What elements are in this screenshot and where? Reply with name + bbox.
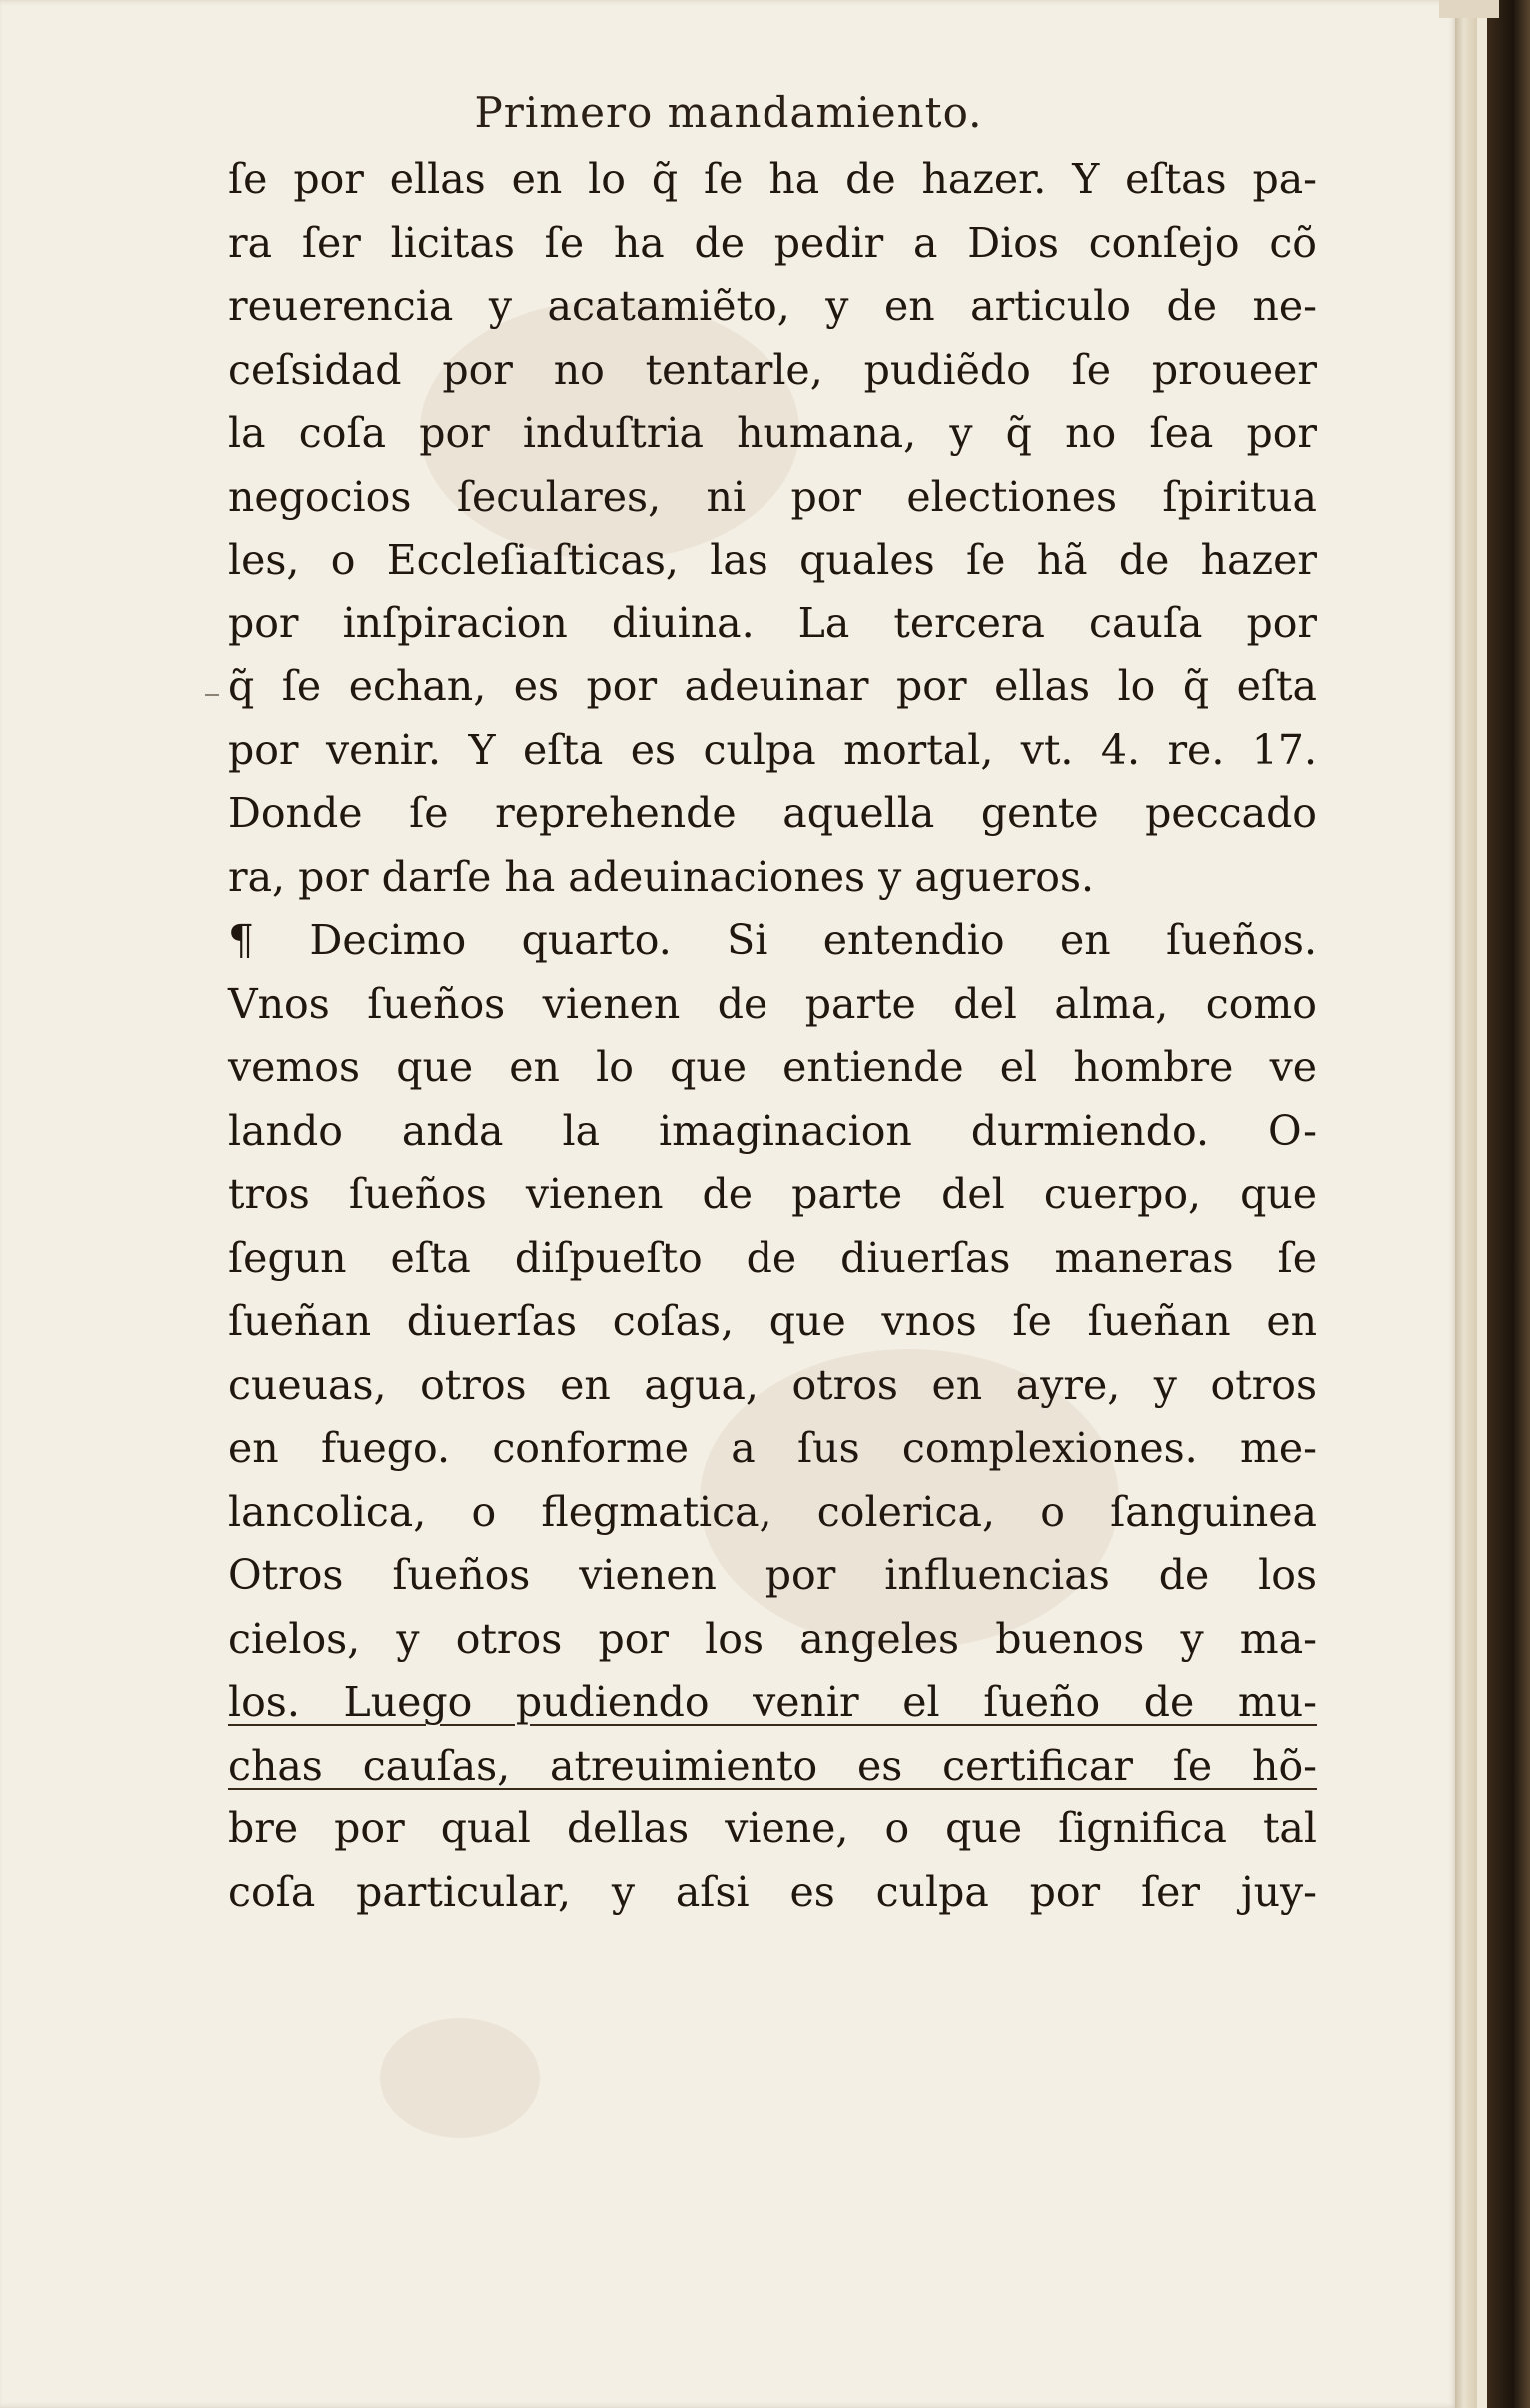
text-line: por venir. Y eſta es culpa mortal, vt. 4. re. 17. bbox=[228, 725, 1317, 774]
text-line: ceſsidad por no tentarle, pudiẽdo ſe proueer bbox=[228, 345, 1317, 394]
text-line: vemos que en lo que entiende el hombre ve bbox=[228, 1043, 1317, 1091]
text-line: ra, por darſe ha adeuinaciones y agueros. bbox=[228, 852, 1095, 901]
text-line: cielos, y otros por los angeles buenos y ma- bbox=[228, 1614, 1317, 1663]
text-line: les, o Eccleſiaſticas, las quales ſe hã de hazer bbox=[228, 536, 1317, 584]
text-line: coſa particular, y aſsi es culpa por ſer juy- bbox=[228, 1867, 1317, 1916]
book-binding bbox=[1487, 0, 1530, 2408]
text-line: la coſa por induſtria humana, y q̃ no ſea por bbox=[228, 409, 1317, 457]
text-line: Donde ſe reprehende aquella gente peccado bbox=[228, 789, 1317, 837]
text-line: ſe por ellas en lo q̃ ſe ha de hazer. Y eſtas pa- bbox=[228, 155, 1317, 203]
text-line: negocios ſeculares, ni por electiones ſpiritua bbox=[228, 472, 1317, 521]
page-corner bbox=[1439, 0, 1499, 18]
text-line: reuerencia y acatamiẽto, y en articulo de ne- bbox=[228, 282, 1317, 330]
text-line: cueuas, otros en agua, otros en ayre, y otros bbox=[228, 1360, 1317, 1409]
text-line: Otros ſueños vienen por influencias de los bbox=[228, 1551, 1317, 1599]
text-line: bre por qual dellas viene, o que ſignifica tal bbox=[228, 1805, 1317, 1852]
text-line: tros ſueños vienen de parte del cuerpo, que bbox=[228, 1170, 1317, 1218]
text-line: lancolica, o flegmatica, colerica, o ſanguinea bbox=[228, 1487, 1317, 1536]
text-line: Vnos ſueños vienen de parte del alma, como bbox=[228, 979, 1317, 1028]
running-header: Primero mandamiento. bbox=[474, 88, 983, 137]
text-line: ſegun eſta diſpueſto de diuerſas maneras ſe bbox=[228, 1233, 1317, 1282]
text-line: en fuego. conforme a ſus complexiones. me- bbox=[228, 1424, 1317, 1472]
text-line: por inſpiracion diuina. La tercera cauſa por bbox=[228, 599, 1317, 647]
body-text bbox=[228, 148, 1317, 1924]
margin-mark bbox=[205, 694, 219, 696]
paper-stain bbox=[380, 2018, 540, 2138]
text-line: ſueñan diuerſas coſas, que vnos ſe ſueñan en bbox=[228, 1297, 1317, 1345]
text-line: ra ſer licitas ſe ha de pedir a Dios conſejo cõ bbox=[228, 218, 1317, 267]
text-line: lando anda la imaginacion durmiendo. O- bbox=[228, 1106, 1317, 1155]
section-heading-line: ¶ Decimo quarto. Si entendio en ſueños. bbox=[228, 916, 1317, 964]
underlined-text-line: los. Luego pudiendo venir el ſueño de mu- bbox=[228, 1678, 1317, 1726]
page-edge bbox=[1455, 0, 1477, 2408]
underlined-text-line: chas cauſas, atreuimiento es certificar ſe hõ- bbox=[228, 1741, 1317, 1790]
text-line: q̃ ſe echan, es por adeuinar por ellas lo q̃ eſta bbox=[228, 662, 1317, 710]
